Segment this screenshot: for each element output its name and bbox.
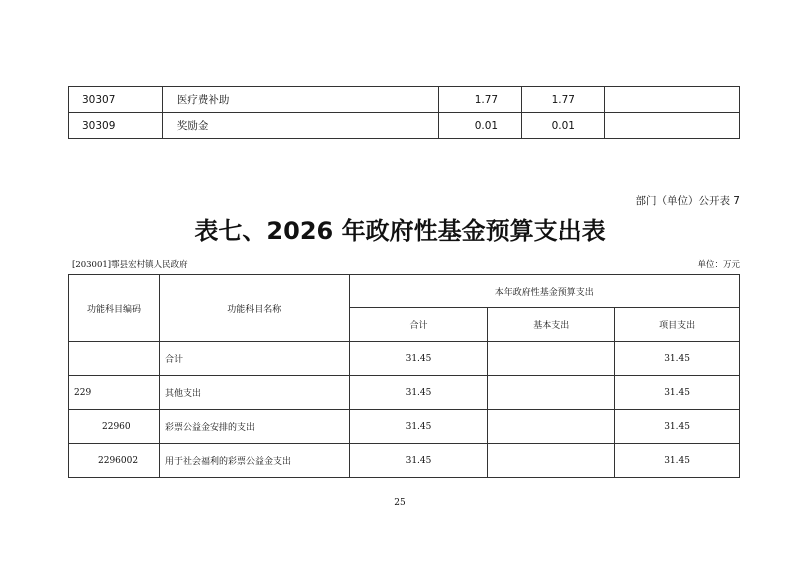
project-cell: 31.45 — [615, 342, 740, 376]
total-cell: 31.45 — [349, 342, 488, 376]
code-cell: 229 — [69, 376, 160, 410]
table-row — [69, 342, 740, 376]
basic-cell — [488, 376, 615, 410]
project-cell: 31.45 — [615, 376, 740, 410]
top-expense-table — [68, 86, 740, 139]
name-cell: 奖励金 — [162, 113, 439, 139]
value-cell — [605, 113, 740, 139]
total-cell: 31.45 — [349, 444, 488, 478]
name-cell: 其他支出 — [159, 376, 349, 410]
name-cell: 医疗费补助 — [162, 87, 439, 113]
basic-cell — [488, 444, 615, 478]
unit-label: 单位：万元 — [697, 260, 740, 270]
table-row — [69, 376, 740, 410]
name-cell: 彩票公益金安排的支出 — [159, 410, 349, 444]
header-total: 合计 — [349, 308, 488, 342]
total-cell: 31.45 — [349, 410, 488, 444]
header-row — [69, 275, 740, 308]
header-project: 项目支出 — [615, 308, 740, 342]
header-name: 功能科目名称 — [159, 275, 349, 342]
header-basic: 基本支出 — [488, 308, 615, 342]
table-row — [69, 87, 740, 113]
code-cell: 2296002 — [69, 444, 160, 478]
page-number: 25 — [394, 498, 406, 508]
table-row — [69, 444, 740, 478]
value-cell: 1.77 — [522, 87, 605, 113]
table-row — [69, 113, 740, 139]
page-title: 表七、2026 年政府性基金预算支出表 — [194, 217, 606, 245]
header-group: 本年政府性基金预算支出 — [349, 275, 739, 308]
table-label: 部门（单位）公开表 7 — [635, 195, 740, 207]
basic-cell — [488, 410, 615, 444]
value-cell: 1.77 — [439, 87, 522, 113]
code-cell: 22960 — [69, 410, 160, 444]
table-row — [69, 410, 740, 444]
name-cell: 合计 — [159, 342, 349, 376]
code-cell: 30307 — [69, 87, 163, 113]
value-cell: 0.01 — [439, 113, 522, 139]
basic-cell — [488, 342, 615, 376]
code-cell: 30309 — [69, 113, 163, 139]
organization-label: [203001]鄠县宏村镇人民政府 — [72, 260, 188, 270]
total-cell: 31.45 — [349, 376, 488, 410]
code-cell — [69, 342, 160, 376]
fund-budget-table — [68, 274, 740, 478]
value-cell — [605, 87, 740, 113]
project-cell: 31.45 — [615, 444, 740, 478]
value-cell: 0.01 — [522, 113, 605, 139]
project-cell: 31.45 — [615, 410, 740, 444]
name-cell: 用于社会福利的彩票公益金支出 — [159, 444, 349, 478]
header-code: 功能科目编码 — [69, 275, 160, 342]
